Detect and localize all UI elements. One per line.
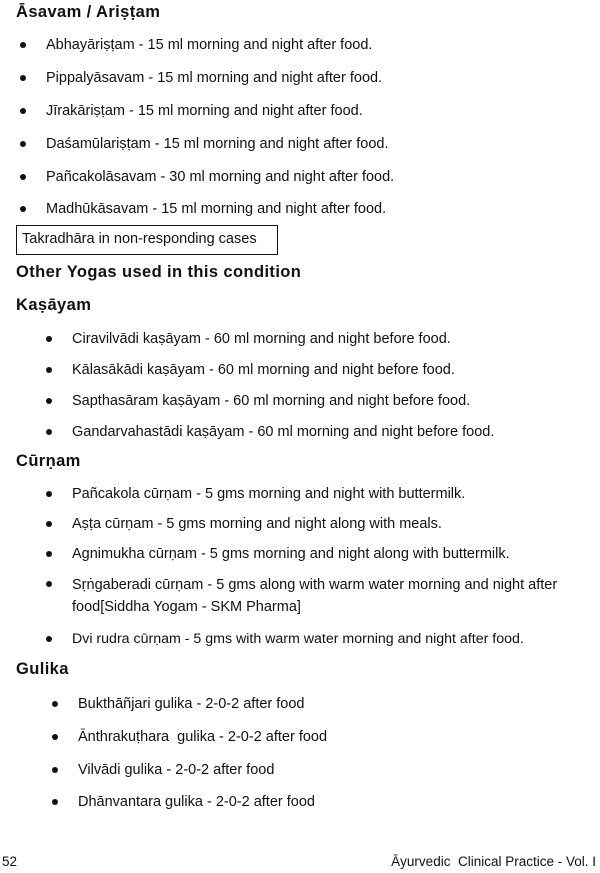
section-heading-other-yogas: Other Yogas used in this condition [16,263,302,281]
list-item-asavam-5: Pañcakolāsavam - 30 ml morning and night after food. [46,169,395,185]
bullet-icon [52,767,58,773]
list-item-asavam-3: Jīrakāriṣṭam - 15 ml morning and night after food. [46,103,363,119]
section-heading-curnam: Cūrṇam [16,452,81,470]
bullet-icon [46,551,52,557]
bullet-icon [46,429,52,435]
list-item-asavam-6: Madhūkāsavam - 15 ml morning and night after food. [46,201,387,217]
list-item-curnam-5: Dvi rudra cūrṇam - 5 gms with warm water morning and night after food. [72,631,524,647]
list-item-kasayam-2: Kālasākādi kaṣāyam - 60 ml morning and night before food. [72,362,455,378]
bullet-icon [20,75,26,81]
bullet-icon [46,636,52,642]
list-item-curnam-4: Sṛṅgaberadi cūrṇam - 5 gms along with warm water morning and night after food[Siddha Yogam - SKM Pharma] [72,577,558,615]
list-item-gulika-3: Vilvādi gulika - 2-0-2 after food [78,762,275,778]
bullet-icon [20,174,26,180]
bullet-icon [20,141,26,147]
list-item-kasayam-3: Sapthasāram kaṣāyam - 60 ml morning and night before food. [72,393,471,409]
list-item-asavam-2: Pippalyāsavam - 15 ml morning and night after food. [46,70,383,86]
bullet-icon [52,799,58,805]
section-heading-asavam: Āsavam / Ariṣṭam [16,3,161,21]
bullet-icon [46,581,52,587]
page-number: 52 [2,854,18,869]
bullet-icon [46,398,52,404]
list-item-gulika-4: Dhānvantara gulika - 2-0-2 after food [78,794,315,810]
list-item-asavam-1: Abhayāriṣṭam - 15 ml morning and night after food. [46,37,373,53]
list-item-curnam-3: Agnimukha cūrṇam - 5 gms morning and night along with buttermilk. [72,546,510,562]
list-item-gulika-2: Ānthrakuṭhara gulika - 2-0-2 after food [78,729,328,745]
bullet-icon [52,701,58,707]
bullet-icon [52,734,58,740]
list-item-curnam-2: Aṣṭa cūrṇam - 5 gms morning and night along with meals. [72,516,442,532]
bullet-icon [20,206,26,212]
bullet-icon [20,108,26,114]
section-heading-gulika: Gulika [16,660,69,678]
bullet-icon [46,336,52,342]
takradhara-note-box: Takradhāra in non-responding cases [16,225,278,255]
list-item-curnam-1: Pañcakola cūrṇam - 5 gms morning and night with buttermilk. [72,486,466,502]
list-item-asavam-4: Daśamūlariṣṭam - 15 ml morning and night after food. [46,136,389,152]
bullet-icon [46,521,52,527]
bullet-icon [46,491,52,497]
list-item-kasayam-1: Ciravilvādi kaṣāyam - 60 ml morning and night before food. [72,331,451,347]
list-item-kasayam-4: Gandarvahastādi kaṣāyam - 60 ml morning and night before food. [72,424,495,440]
bullet-icon [20,42,26,48]
bullet-icon [46,367,52,373]
list-item-gulika-1: Bukthāñjari gulika - 2-0-2 after food [78,696,305,712]
running-title: Āyurvedic Clinical Practice - Vol. I [391,854,596,869]
section-heading-kasayam: Kaṣāyam [16,296,92,314]
